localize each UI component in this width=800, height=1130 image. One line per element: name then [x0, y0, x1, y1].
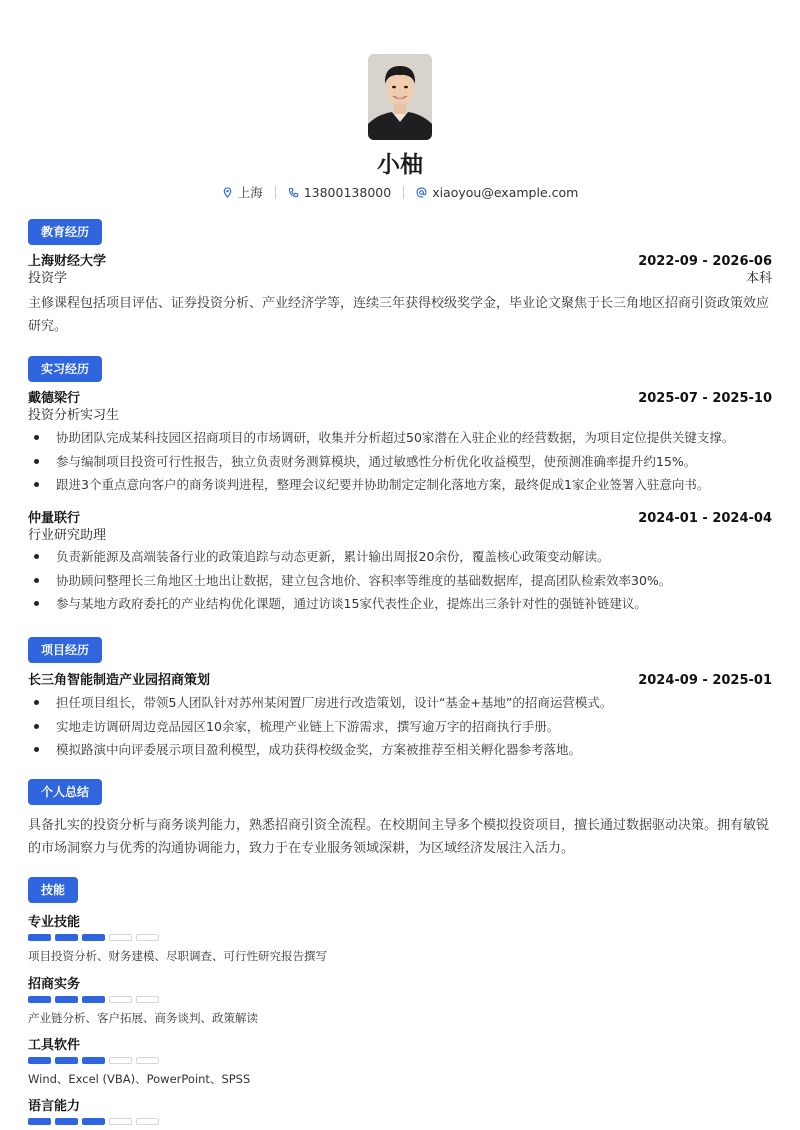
skill-level-empty: [109, 1118, 132, 1125]
company-name: 仲量联行: [28, 511, 81, 526]
phone-icon: [288, 187, 299, 198]
project-header: [28, 672, 772, 690]
section-title-education: 教育经历: [28, 219, 102, 245]
skill-level-empty: [136, 1118, 159, 1125]
skill-level-empty: [109, 996, 132, 1003]
candidate-name: 小柚: [377, 152, 423, 178]
skill-name: 招商实务: [28, 977, 81, 992]
skill-level-filled: [28, 996, 51, 1003]
email-at-icon: [416, 187, 427, 198]
phone-text: 13800138000: [303, 184, 392, 200]
avatar-photo-icon: [368, 54, 432, 140]
skill-description: Wind、Excel (VBA)、PowerPoint、SPSS: [28, 1072, 251, 1086]
job-role: 行业研究助理: [28, 528, 107, 543]
degree: 本科: [745, 271, 772, 286]
skill-level-filled: [55, 934, 78, 941]
location-pin-icon: [222, 187, 233, 198]
skill-level-filled: [82, 996, 105, 1003]
skill-level-bar: [28, 1057, 159, 1064]
education-subheader: [28, 270, 772, 288]
divider: [275, 186, 276, 199]
job-role-row: [28, 407, 772, 425]
skill-level-empty: [136, 1057, 159, 1064]
skill-level-empty: [136, 934, 159, 941]
skill-level-filled: [55, 996, 78, 1003]
section-title-skills: 技能: [28, 877, 78, 903]
location-text: 上海: [237, 185, 263, 200]
job-date: 2024-01 - 2024-04: [638, 511, 772, 526]
email-item: [416, 185, 578, 200]
section-title-summary: 个人总结: [28, 779, 102, 805]
list-item: 协助顾问整理长三角地区土地出让数据，建立包含地价、容积率等维度的基础数据库，提高团队检索效率30%。: [28, 569, 772, 593]
skill-description: 产业链分析、客户拓展、商务谈判、政策解读: [28, 1011, 258, 1025]
skill-level-filled: [82, 934, 105, 941]
job-bullets: [28, 426, 772, 497]
project-bullets: [28, 691, 772, 762]
job-header: [28, 390, 772, 408]
job-date: 2025-07 - 2025-10: [638, 391, 772, 406]
education-description: 主修课程包括项目评估、证券投资分析、产业经济学等，连续三年获得校级奖学金，毕业论文聚焦于长三角地区招商引资政策效应研究。: [28, 296, 770, 334]
project-date: 2024-09 - 2025-01: [638, 673, 772, 688]
skill-name: 工具软件: [28, 1038, 81, 1053]
skill-level-bar: [28, 1118, 159, 1125]
skill-level-filled: [55, 1057, 78, 1064]
email-link[interactable]: xiaoyou@example.com: [432, 184, 579, 200]
skill-level-filled: [28, 934, 51, 941]
major: 投资学: [28, 271, 68, 286]
location-item: [222, 183, 263, 201]
skill-level-filled: [82, 1118, 105, 1125]
job-role-row: [28, 527, 772, 545]
contact-info: [0, 183, 800, 201]
skill-level-filled: [55, 1118, 78, 1125]
job-bullets: [28, 545, 772, 616]
skill-name: 语言能力: [28, 1099, 81, 1114]
list-item: 负责新能源及高端装备行业的政策追踪与动态更新，累计输出周报20余份，覆盖核心政策变动解读。: [28, 545, 772, 569]
company-name: 戴德梁行: [28, 391, 81, 406]
skill-level-bar: [28, 934, 159, 941]
section-title-project: 项目经历: [28, 637, 102, 663]
list-item: 参与编制项目投资可行性报告，独立负责财务测算模块，通过敏感性分析优化收益模型，使预测准确率提升约15%。: [28, 450, 772, 474]
divider: [403, 186, 404, 199]
skill-name: 专业技能: [28, 915, 81, 930]
phone-item: [288, 185, 391, 200]
education-header: [28, 253, 772, 271]
job-role: 投资分析实习生: [28, 408, 120, 423]
section-title-internship: 实习经历: [28, 356, 102, 382]
skill-description: 项目投资分析、财务建模、尽职调查、可行性研究报告撰写: [28, 949, 327, 963]
summary-text: 具备扎实的投资分析与商务谈判能力，熟悉招商引资全流程。在校期间主导多个模拟投资项目，擅长通过数据驱动决策。拥有敏锐的市场洞察力与优秀的沟通协调能力，致力于在专业服务领域深耕，为区域经济发展注入活力。: [28, 818, 770, 856]
skill-level-empty: [109, 934, 132, 941]
list-item: 模拟路演中向评委展示项目盈利模型，成功获得校级金奖，方案被推荐至相关孵化器参考落地。: [28, 738, 772, 762]
list-item: 担任项目组长，带领5人团队针对苏州某闲置厂房进行改造策划，设计“基金+基地”的招商运营模式。: [28, 691, 772, 715]
skill-level-bar: [28, 996, 159, 1003]
project-name: 长三角智能制造产业园招商策划: [28, 673, 211, 688]
avatar: [368, 54, 432, 140]
list-item: 实地走访调研周边竞品园区10余家，梳理产业链上下游需求，撰写逾万字的招商执行手册。: [28, 715, 772, 739]
list-item: 协助团队完成某科技园区招商项目的市场调研，收集并分析超过50家潜在入驻企业的经营数据，为项目定位提供关键支撑。: [28, 426, 772, 450]
school-name: 上海财经大学: [28, 254, 107, 269]
skill-level-empty: [136, 996, 159, 1003]
skill-level-filled: [28, 1057, 51, 1064]
job-header: [28, 510, 772, 528]
skill-level-filled: [82, 1057, 105, 1064]
skill-level-filled: [28, 1118, 51, 1125]
list-item: 跟进3个重点意向客户的商务谈判进程，整理会议纪要并协助制定定制化落地方案，最终促成1家企业签署入驻意向书。: [28, 473, 772, 497]
list-item: 参与某地方政府委托的产业结构优化课题，通过访谈15家代表性企业，提炼出三条针对性的强链补链建议。: [28, 592, 772, 616]
education-date: 2022-09 - 2026-06: [638, 254, 772, 269]
skill-level-empty: [109, 1057, 132, 1064]
